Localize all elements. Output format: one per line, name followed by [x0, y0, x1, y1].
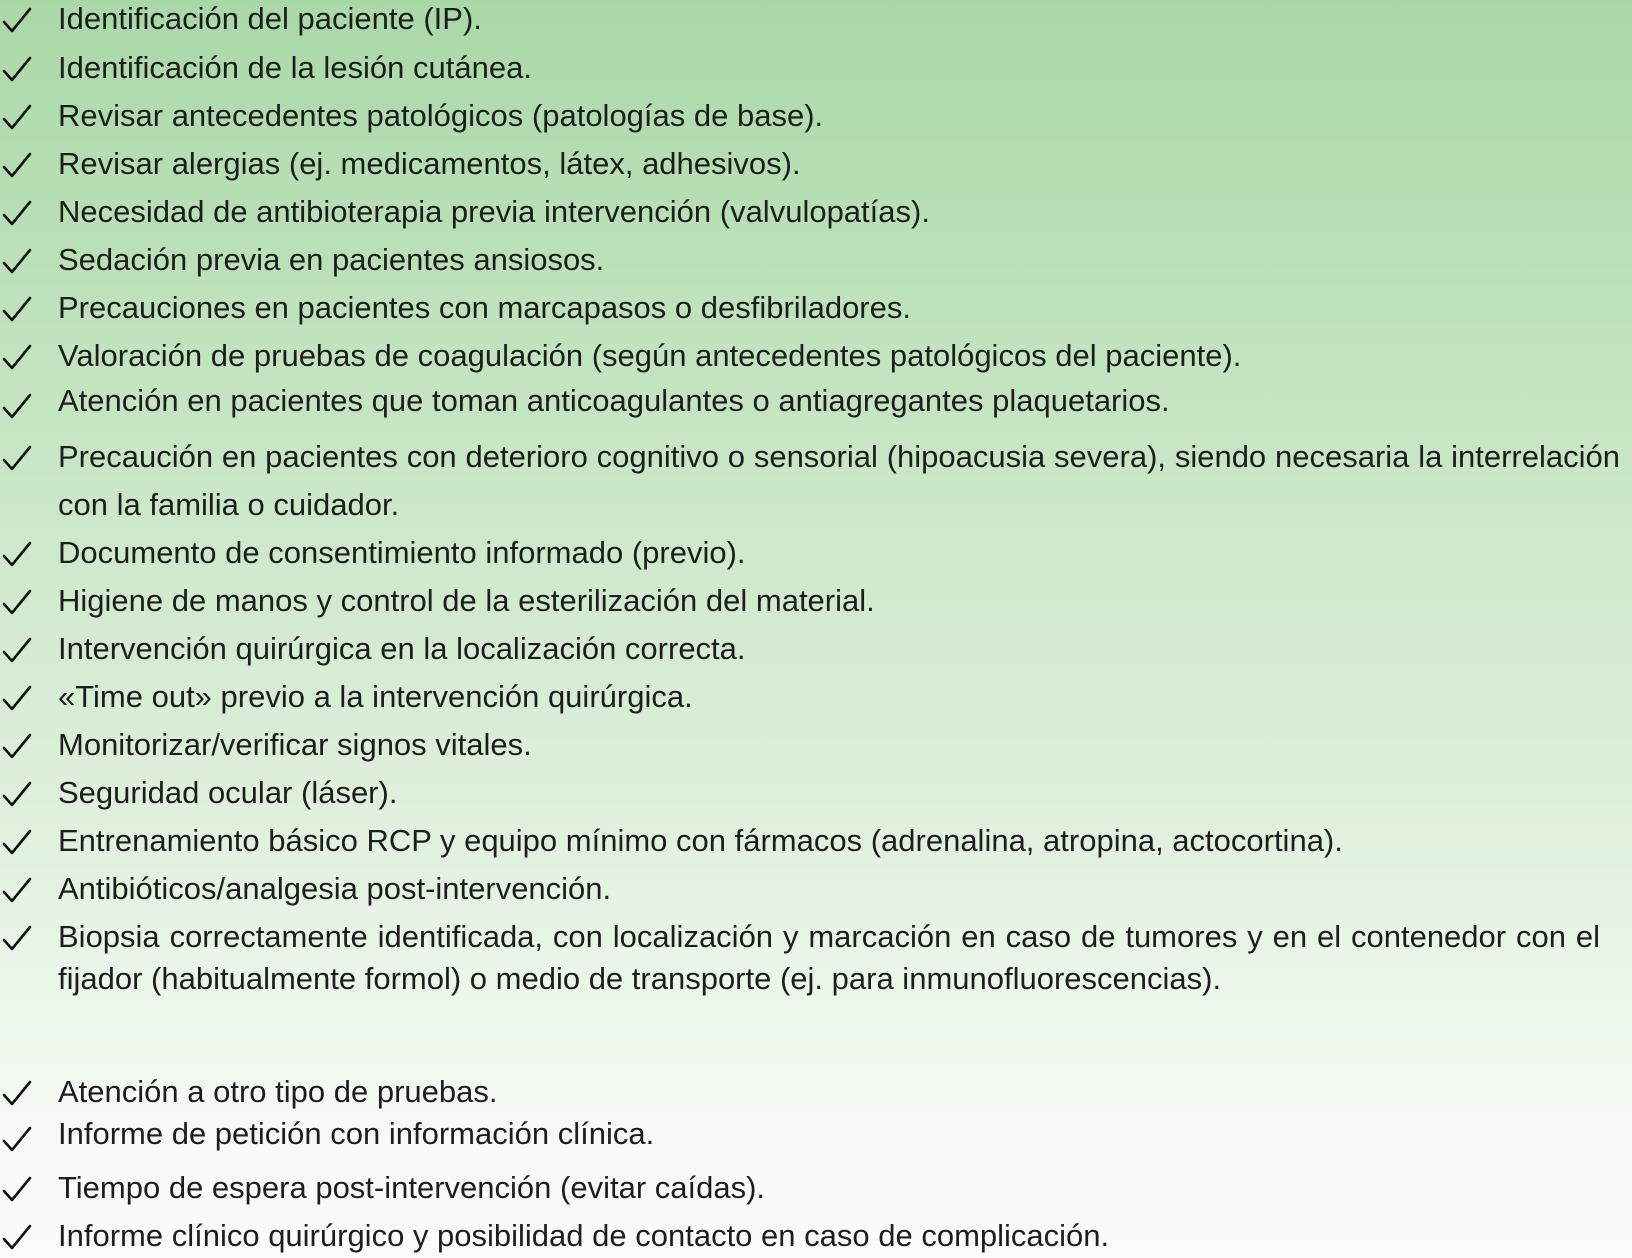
checkmark-icon	[0, 293, 34, 327]
checkmark-icon	[0, 682, 34, 716]
checkmark-icon	[0, 390, 34, 424]
checklist-item-text: Informe clínico quirúrgico y posibilidad de contacto en caso de complicación.	[58, 1218, 1110, 1253]
checkmark-icon	[0, 1077, 34, 1111]
checkmark-icon	[0, 53, 34, 87]
checklist-item-text: Necesidad de antibioterapia previa intervención (valvulopatías).	[58, 194, 930, 229]
checklist-item-text: Informe de petición con información clínica.	[58, 1116, 655, 1151]
checkmark-icon	[0, 778, 34, 812]
checkmark-icon	[0, 101, 34, 135]
checkmark-icon	[0, 1173, 34, 1207]
checkmark-icon	[0, 730, 34, 764]
checklist-item-text: «Time out» previo a la intervención quirúrgica.	[58, 679, 693, 714]
checkmark-icon	[0, 341, 34, 375]
checkmark-icon	[0, 1123, 34, 1157]
checklist-item-text: Seguridad ocular (láser).	[58, 775, 398, 810]
checklist-item-text: Atención a otro tipo de pruebas.	[58, 1074, 498, 1109]
checklist-item-text: Revisar antecedentes patológicos (patologías de base).	[58, 98, 824, 133]
checklist-item-text: Valoración de pruebas de coagulación (según antecedentes patológicos del paciente).	[58, 338, 1242, 373]
checklist-item-text: Tiempo de espera post-intervención (evitar caídas).	[58, 1170, 766, 1205]
checkmark-icon	[0, 538, 34, 572]
checkmark-icon	[0, 197, 34, 231]
checklist-item-text: Precauciones en pacientes con marcapasos o desfibriladores.	[58, 290, 911, 325]
checkmark-icon	[0, 4, 34, 38]
checklist-item-text: Monitorizar/verificar signos vitales.	[58, 727, 532, 762]
checklist-item-text: Documento de consentimiento informado (previo).	[58, 535, 746, 570]
checkmark-icon	[0, 634, 34, 668]
checkmark-icon	[0, 442, 34, 476]
checkmark-icon	[0, 1221, 34, 1255]
checklist-item-text: Biopsia correctamente identificada, con localización y marcación en caso de tumores y en el contenedor con el fijador (habitualmente formol) o medio de transporte (ej. para inmunofluorescencias).	[58, 919, 1600, 996]
checklist-item-text: Sedación previa en pacientes ansiosos.	[58, 242, 605, 277]
checkmark-icon	[0, 826, 34, 860]
checkmark-icon	[0, 874, 34, 908]
checkmark-icon	[0, 149, 34, 183]
checklist-item-text: Identificación del paciente (IP).	[58, 1, 482, 36]
checkmark-icon	[0, 245, 34, 279]
checklist-item-text: Intervención quirúrgica en la localización correcta.	[58, 631, 746, 666]
checkmark-icon	[0, 922, 34, 956]
checklist-item-text: Atención en pacientes que toman anticoagulantes o antiagregantes plaquetarios.	[58, 383, 1170, 418]
checkmark-icon	[0, 586, 34, 620]
checklist-item-text: Antibióticos/analgesia post-intervención.	[58, 871, 612, 906]
checklist-item-text: Higiene de manos y control de la esterilización del material.	[58, 583, 875, 618]
checklist-item-text: Identificación de la lesión cutánea.	[58, 50, 532, 85]
checklist-item-text: Revisar alergias (ej. medicamentos, látex, adhesivos).	[58, 146, 801, 181]
checklist-item-text: Entrenamiento básico RCP y equipo mínimo con fármacos (adrenalina, atropina, actocortina).	[58, 823, 1343, 858]
checklist-item-text: Precaución en pacientes con deterioro cognitivo o sensorial (hipoacusia severa), siendo necesaria la interrelación con la familia o cuidador.	[58, 439, 1620, 522]
